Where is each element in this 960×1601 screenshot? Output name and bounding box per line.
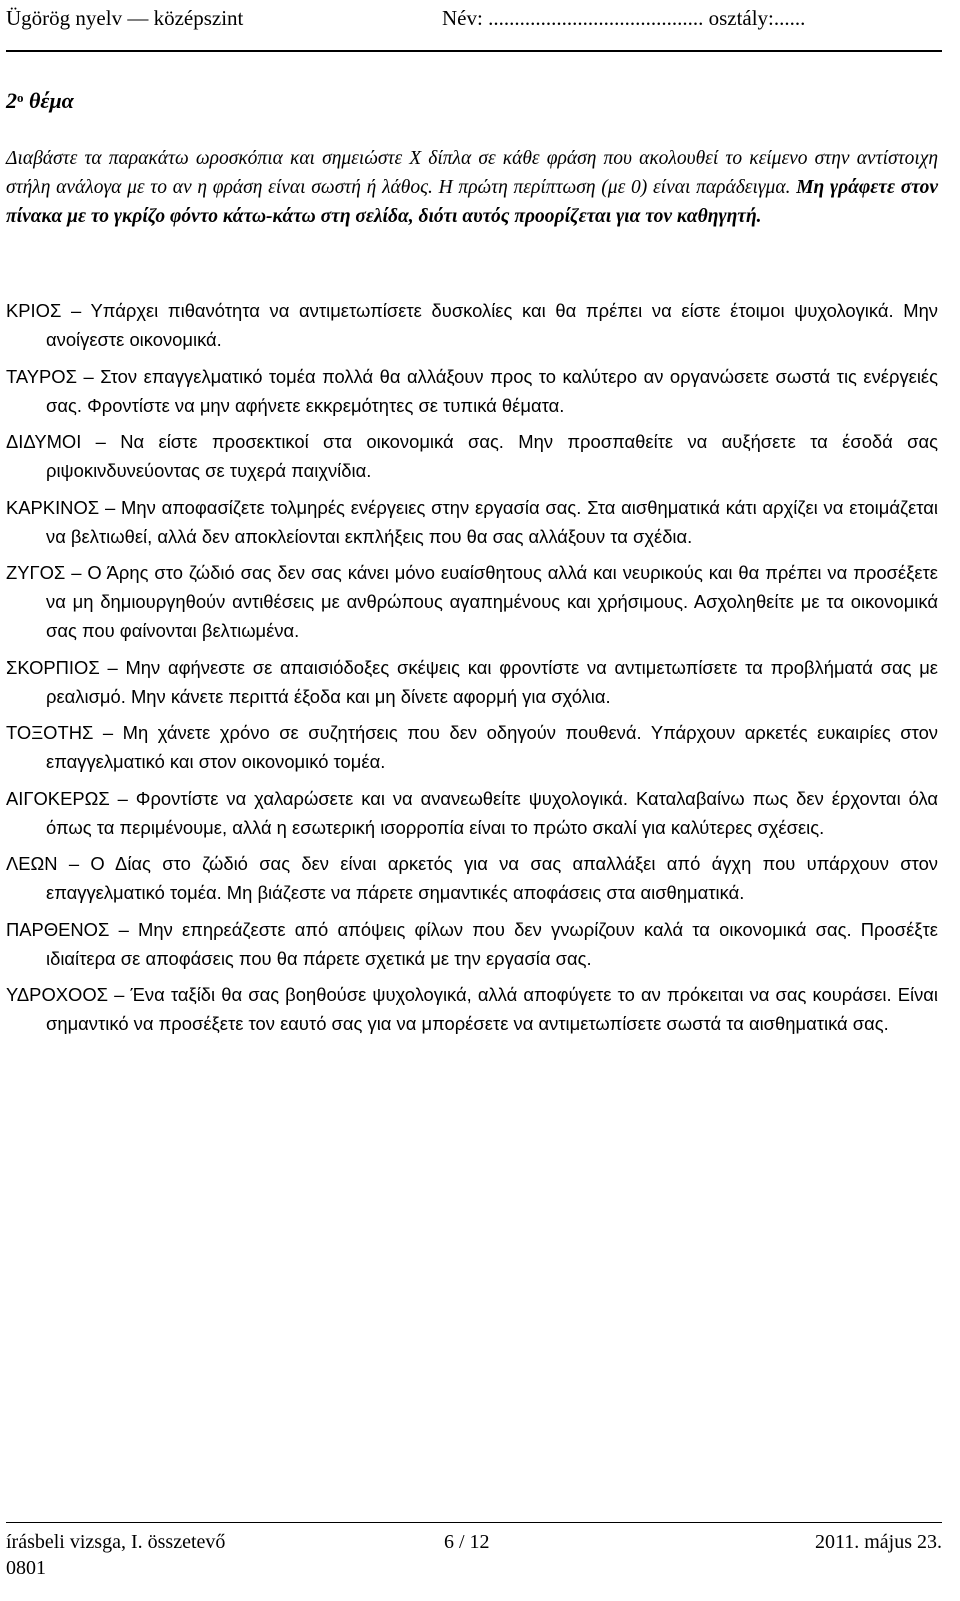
instructions-bold-note: Μη γράφετε στον πίνακα με το γκρίζο φόντο κάτω-κάτω στη σελίδα, διότι αυτός προορίζεται για τον καθηγητή. [6,177,938,227]
header-divider [6,50,942,52]
horoscope-item: ΔΙΔΥΜΟΙ – Να είστε προσεκτικοί στα οικονομικά σας. Μην προσπαθείτε να αυξήσετε τα έσοδά σας ριψοκινδυνεύοντας σε τυχερά παιχνίδια. [6,431,938,481]
exam-date: 2011. május 23. [814,1531,942,1553]
horoscope-item: ΠΑΡΘΕΝΟΣ – Μην επηρεάζεστε από απόψεις φίλων που δεν γνωρίζουν καλά τα οικονομικά σας. Προσέξτε ιδιαίτερα σε αποφάσεις που θα πάρετε σχετικά με την εργασία σας. [6,918,938,969]
instructions-text: Διαβάστε τα παρακάτω ωροσκόπια και σημειώστε X δίπλα σε κάθε φράση που ακολουθεί το κείμενο στην αντίστοιχη στήλη ανάλογα με το αν η φράση είναι σωστή ή λάθος. Η πρώτη περίπτωση (με 0) είναι παράδειγμα. [6,148,938,198]
horoscope-item: ΣΚΟΡΠΙΟΣ – Μην αφήνεστε σε απαισιόδοξες σκέψεις και φροντίστε να αντιμετωπίσετε τα προβλήματά σας με ρεαλισμό. Μην κάνετε περιττά έξοδα και μη δίνετε αφορμή για σχόλια. [6,656,938,707]
exam-type: írásbeli vizsga, I. összetevő [6,1531,226,1553]
section-number: 2 [6,88,17,113]
horoscope-item: ΥΔΡΟΧΟΟΣ – Ένα ταξίδι θα σας βοηθούσε ψυχολογικά, αλλά αποφύγετε το αν πρόκειται να σας κουράσει. Είναι σημαντικό να προσέξετε τον εαυτό σας για να μπορέσετε να αντιμετωπίσετε σωστά τα αισθηματικά σας. [6,984,938,1034]
horoscope-item: ΚΑΡΚΙΝΟΣ – Μην αποφασίζετε τολμηρές ενέργειες στην εργασία σας. Στα αισθηματικά κάτι αρχίζει να ετοιμάζεται να βελτιωθεί, αλλά δεν αποκλείονται εκπλήξεις που θα σας αλλάξουν τα σχέδια. [6,496,938,547]
name-class-fields: Név: ......................................... osztály:...... [442,6,806,30]
footer-divider [6,1522,942,1523]
section-title [6,88,74,114]
section-label: θέμα [29,88,74,113]
horoscope-item: ΤΑΥΡΟΣ – Στον επαγγελματικό τομέα πολλά θα αλλάξουν προς το καλύτερο αν οργανώσετε σωστά τις ενέργειές σας. Φροντίστε να μην αφήνετε εκκρεμότητες σε τυπικά θέματα. [6,365,938,416]
section-ordinal: ο [17,90,24,105]
page-header [6,4,942,36]
horoscope-item: ΤΟΞΟΤΗΣ – Μη χάνετε χρόνο σε συζητήσεις που δεν οδηγούν πουθενά. Υπάρχουν αρκετές ευκαιρίες στον επαγγελματικό και στον οικονομικό τομέα. [6,722,938,772]
horoscope-item: ΑΙΓΟΚΕΡΩΣ – Φροντίστε να χαλαρώσετε και να ανανεωθείτε ψυχολογικά. Καταλαβαίνω πως δεν έρχονται όλα όπως τα περιμένουμε, αλλά η εσωτερική ισορροπία είναι το πρώτο σκαλί για καλύτερες σχέσεις. [6,787,938,838]
exam-code: 0801 [6,1557,46,1579]
horoscope-item: ΚΡΙΟΣ – Υπάρχει πιθανότητα να αντιμετωπίσετε δυσκολίες και θα πρέπει να είστε έτοιμοι ψυχολογικά. Μην ανοίγεστε οικονομικά. [6,300,938,350]
instructions [6,144,938,231]
horoscope-item: ΖΥΓΟΣ – Ο Άρης στο ζώδιό σας δεν σας κάνει μόνο ευαίσθητους αλλά και νευρικούς και θα πρέπει να προσέξετε να μη δημιουργηθούν αντιθέσεις με ανθρώπους αγαπημένους και χρήσιμους. Ασχοληθείτε με τα οικονομικά σας που φαίνονται βελτιωμένα. [6,562,938,641]
page-number: 6 / 12 [444,1531,490,1553]
horoscope-item: ΛΕΩΝ – Ο Δίας στο ζώδιό σας δεν είναι αρκετός για να σας απαλλάξει από άγχη που υπάρχουν στον επαγγελματικό τομέα. Μη βιάζεστε να πάρετε σημαντικές αποφάσεις στα αισθηματικά. [6,853,938,903]
exam-subject: Ügörög nyelv — középszint [6,6,244,30]
horoscope-list [6,296,938,1046]
